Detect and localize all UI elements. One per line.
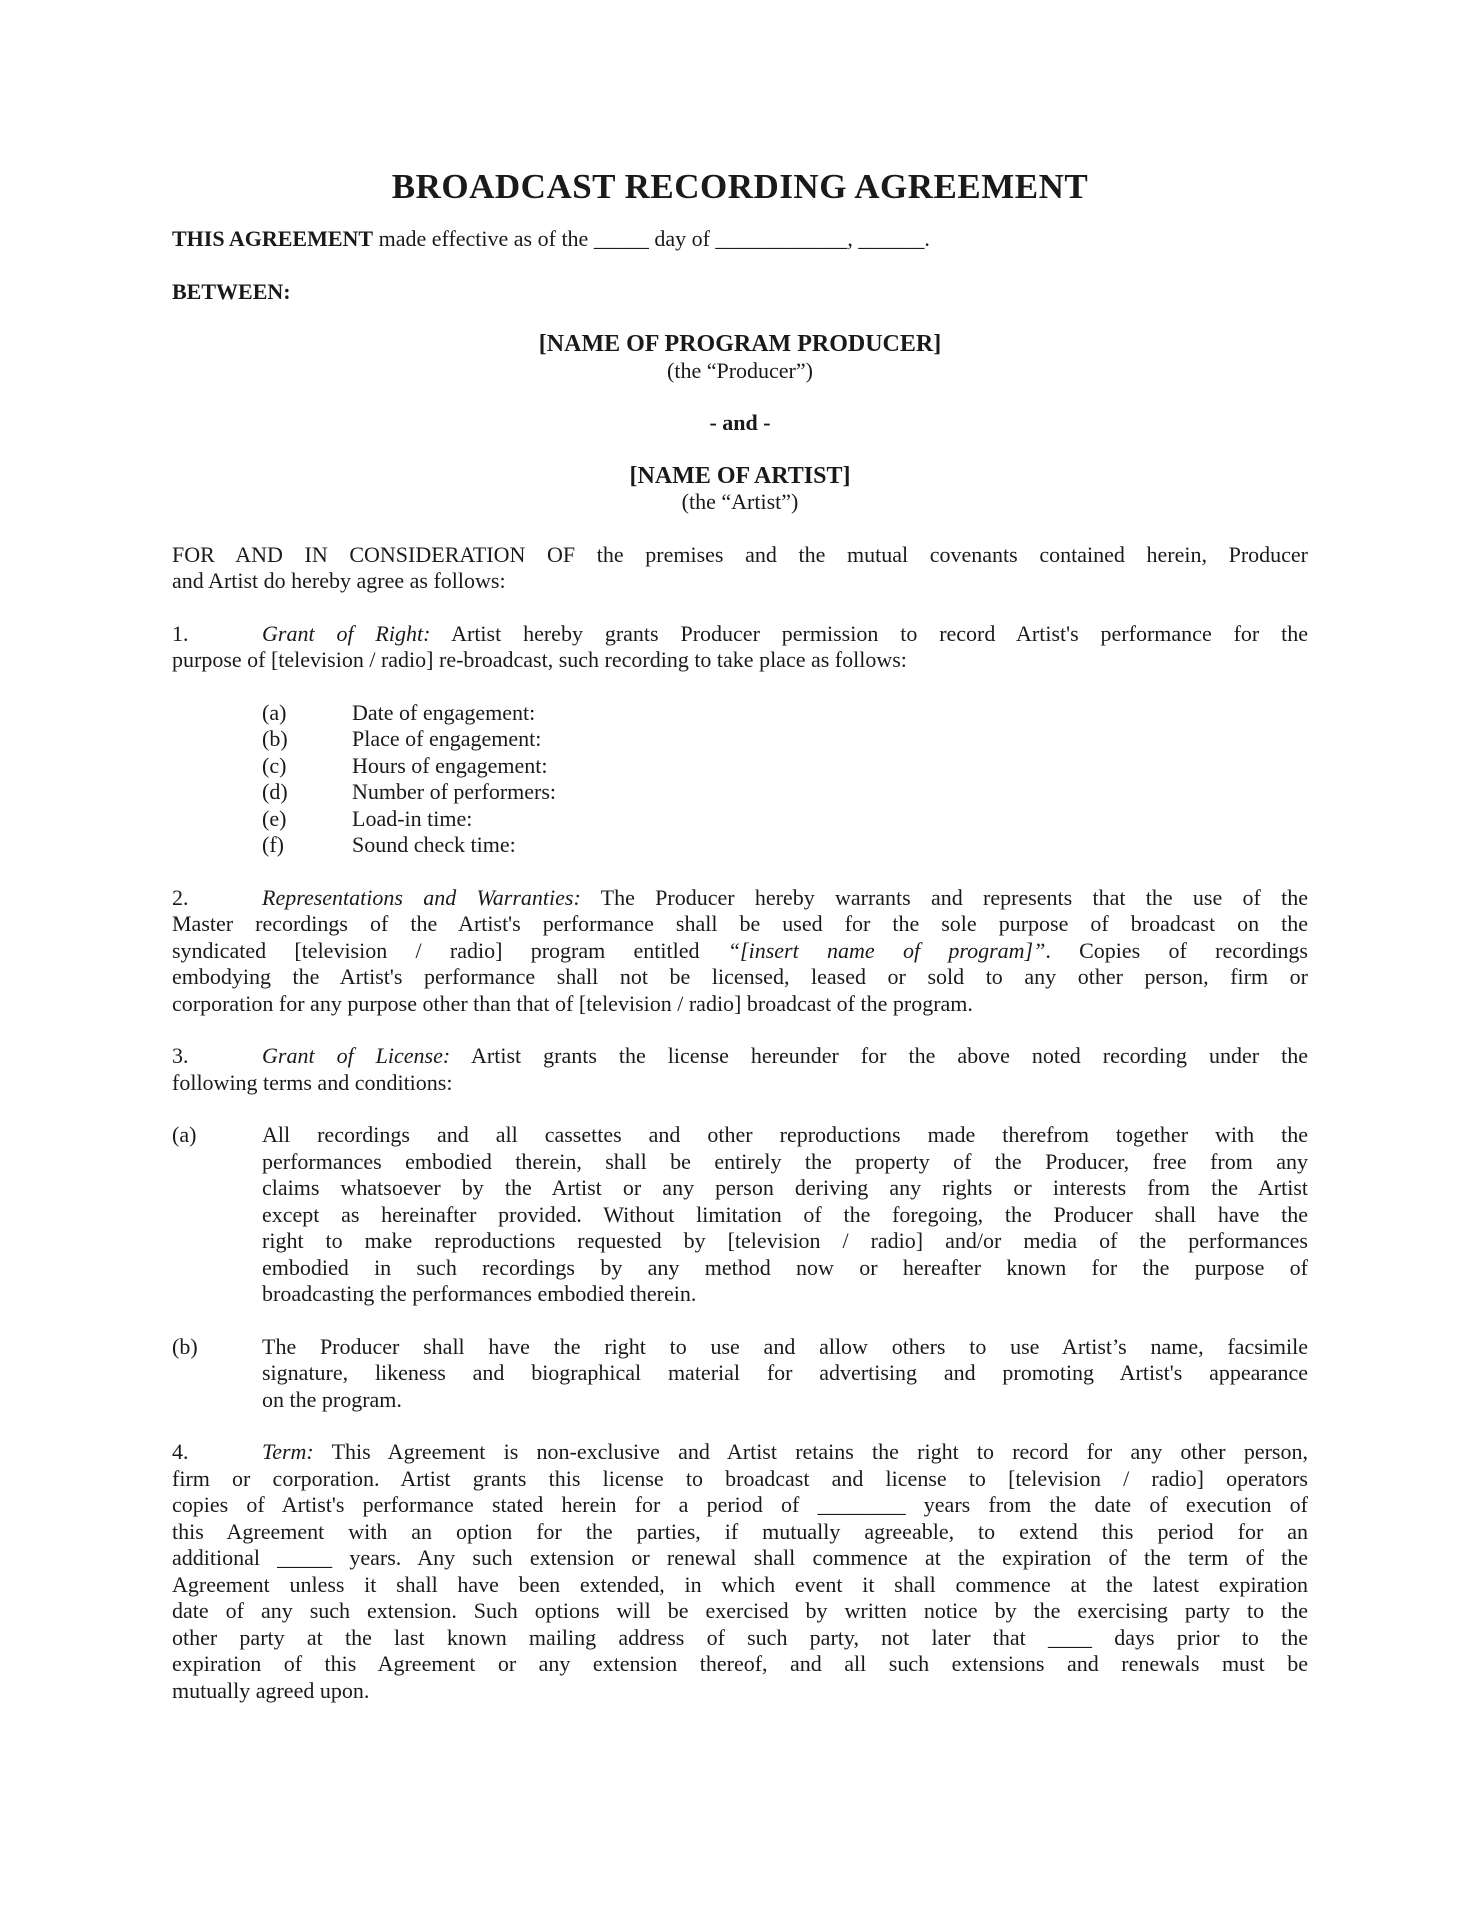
- section-1-grant-of-right: [172, 621, 1308, 674]
- paragraph-line: purpose of [television / radio] re-broadcast, such recording to take place as follows:: [172, 647, 907, 672]
- paragraph-line: date of any such extension. Such options will be exercised by written notice by the exercising party to the: [172, 1598, 1308, 1623]
- paragraph-line: The Producer shall have the right to use and allow others to use Artist’s name, facsimile: [262, 1333, 1308, 1359]
- and-separator: - and -: [709, 410, 771, 435]
- section-3-grant-of-license: [172, 1043, 1308, 1096]
- paragraph-line: FOR AND IN CONSIDERATION OF the premises and the mutual covenants contained herein, Producer: [172, 541, 1308, 567]
- page-title: BROADCAST RECORDING AGREEMENT: [391, 167, 1089, 206]
- item-label: (b): [262, 726, 288, 751]
- item-text: Sound check time:: [352, 832, 516, 857]
- item-label: (e): [262, 805, 287, 831]
- list-item: [262, 700, 1308, 727]
- paragraph-line: this Agreement with an option for the parties, if mutually agreeable, to extend this period for an: [172, 1518, 1308, 1544]
- item-label: (c): [262, 752, 287, 778]
- paragraph-line: 3. Grant of License: Artist grants the license hereunder for the above noted recording under the: [172, 1043, 1309, 1068]
- between-label: BETWEEN:: [172, 278, 291, 304]
- list-item: [262, 779, 1308, 806]
- paragraph-line: 2. Representations and Warranties: The Producer hereby warrants and represents that the use of the: [172, 884, 1308, 910]
- paragraph-line: 4. Term: This Agreement is non-exclusive and Artist retains the right to record for any other person,: [172, 1439, 1308, 1464]
- clause-b: [172, 1334, 1308, 1414]
- paragraph-line: other party at the last known mailing address of such party, not later that ____ days prior to the: [172, 1624, 1308, 1650]
- paragraph-line: performances embodied therein, shall be entirely the property of the Producer, free from any: [262, 1148, 1308, 1174]
- section-2-representations: [172, 885, 1308, 1018]
- paragraph-line: right to make reproductions requested by [television / radio] and/or media of the performances: [262, 1228, 1308, 1253]
- intro-line: THIS AGREEMENT made effective as of the _____ day of ____________, ______.: [172, 226, 930, 251]
- paragraph-line: following terms and conditions:: [172, 1069, 453, 1095]
- item-text: Place of engagement:: [352, 726, 542, 751]
- list-item: [262, 753, 1308, 780]
- paragraph-line: mutually agreed upon.: [172, 1677, 370, 1703]
- list-item: [262, 832, 1308, 859]
- engagement-list: [172, 700, 1308, 859]
- paragraph-line: Agreement unless it shall have been extended, in which event it shall commence at the latest expiration: [172, 1571, 1308, 1597]
- item-label: (a): [262, 699, 287, 725]
- paragraph-line: expiration of this Agreement or any extension thereof, and all such extensions and renewals must be: [172, 1651, 1308, 1676]
- paragraph-line: corporation for any purpose other than that of [television / radio] broadcast of the program.: [172, 990, 973, 1016]
- paragraph-line: Master recordings of the Artist's performance shall be used for the sole purpose of broadcast on the: [172, 911, 1308, 936]
- producer-name-placeholder: [NAME OF PROGRAM PRODUCER]: [538, 331, 942, 357]
- item-text: Number of performers:: [352, 779, 557, 804]
- list-item: [262, 726, 1308, 753]
- item-label: (f): [262, 832, 284, 857]
- paragraph-line: additional _____ years. Any such extension or renewal shall commence at the expiration of the term of the: [172, 1545, 1308, 1570]
- paragraph-line: syndicated [television / radio] program entitled “[insert name of program]”. Copies of recordings: [172, 937, 1308, 963]
- item-text: Hours of engagement:: [352, 752, 548, 778]
- paragraph-line: embodied in such recordings by any method now or hereafter known for the purpose of: [262, 1254, 1308, 1280]
- paragraph-line: embodying the Artist's performance shall not be licensed, leased or sold to any other person, firm or: [172, 964, 1308, 989]
- paragraph-line: All recordings and all cassettes and other reproductions made therefrom together with the: [262, 1122, 1308, 1147]
- paragraph-line: copies of Artist's performance stated herein for a period of ________ years from the date of execution of: [172, 1492, 1308, 1517]
- item-text: Load-in time:: [352, 805, 473, 831]
- item-label: (d): [262, 779, 288, 804]
- clause-label: (b): [172, 1333, 198, 1359]
- producer-alias: (the “Producer”): [667, 357, 813, 383]
- document-content: [172, 167, 1309, 1704]
- artist-alias: (the “Artist”): [681, 489, 799, 514]
- paragraph-line: firm or corporation. Artist grants this license to broadcast and license to [television / radio] operators: [172, 1465, 1308, 1491]
- item-text: Date of engagement:: [352, 699, 536, 725]
- paragraph-line: except as hereinafter provided. Without limitation of the foregoing, the Producer shall have the: [262, 1201, 1308, 1227]
- paragraph-line: claims whatsoever by the Artist or any person deriving any rights or interests from the Artist: [262, 1175, 1308, 1200]
- clause-label: (a): [172, 1122, 197, 1147]
- paragraph-line: 1. Grant of Right: Artist hereby grants Producer permission to record Artist's performance for the: [172, 620, 1308, 646]
- clause-a: [172, 1122, 1308, 1308]
- list-item: [262, 806, 1308, 833]
- artist-name-placeholder: [NAME OF ARTIST]: [629, 462, 851, 489]
- paragraph-line: broadcasting the performances embodied therein.: [262, 1281, 697, 1306]
- consideration-paragraph: [172, 542, 1308, 595]
- section-4-term: [172, 1439, 1308, 1704]
- paragraph-line: and Artist do hereby agree as follows:: [172, 568, 506, 593]
- paragraph-line: signature, likeness and biographical material for advertising and promoting Artist's appearance: [262, 1360, 1308, 1385]
- paragraph-line: on the program.: [262, 1386, 402, 1412]
